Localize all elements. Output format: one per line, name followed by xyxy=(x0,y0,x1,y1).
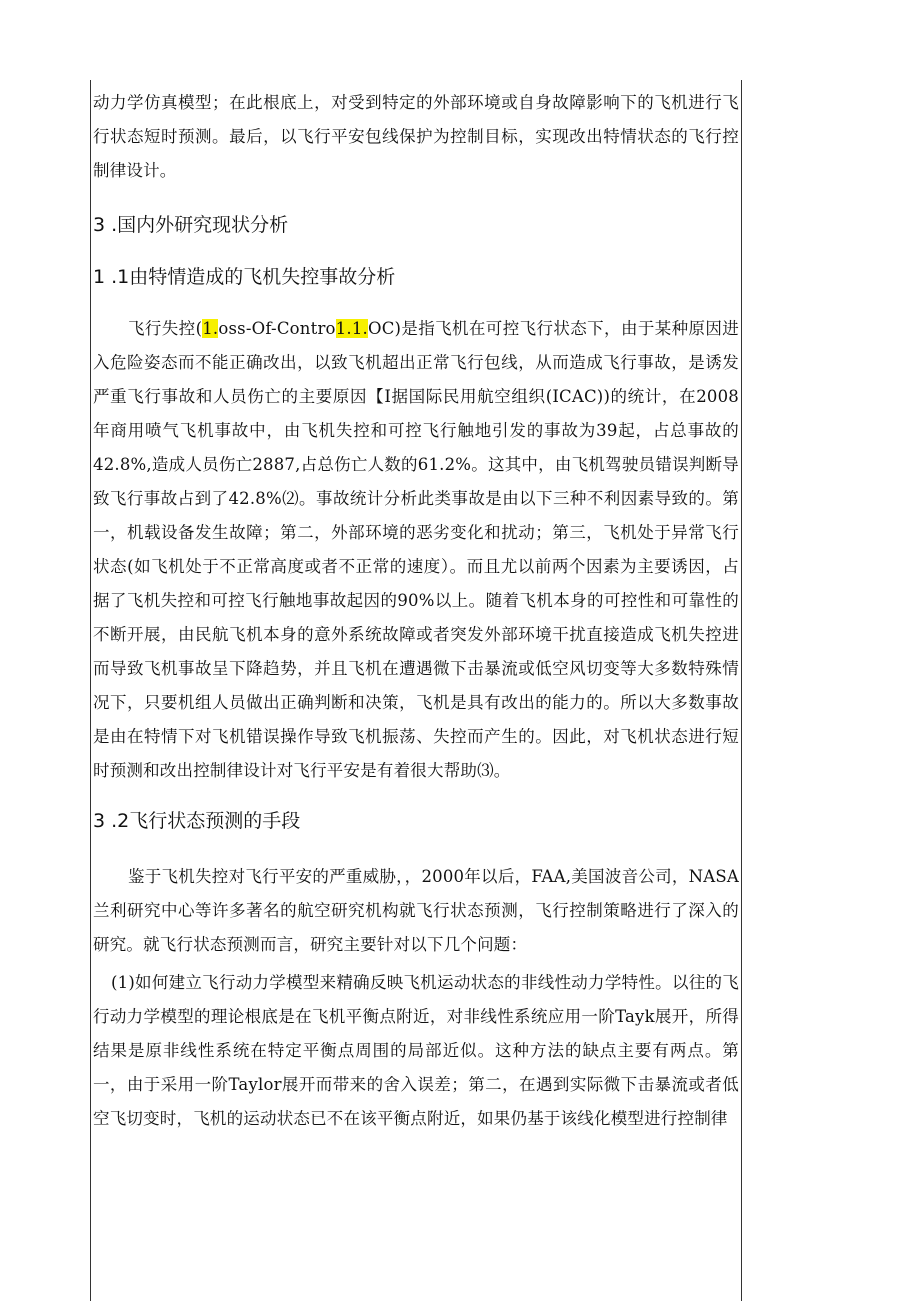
section-3-1-paragraph xyxy=(93,312,739,788)
highlight-mark: 1.1. xyxy=(335,319,368,338)
intro-paragraph: 动力学仿真模型；在此根底上，对受到特定的外部环境或自身故障影响下的飞机进行飞行状态短时预测。最后，以飞行平安包线保护为控制目标，实现改出特情状态的飞行控制律设计。 xyxy=(93,93,739,180)
document-body xyxy=(93,82,739,1136)
section-3-2-paragraph-2: (1)如何建立飞行动力学模型来精确反映飞机运动状态的非线性动力学特性。以往的飞行动力学模型的理论根底是在飞机平衡点附近，对非线性系统应用一阶Tayk展开，所得结果是原非线性系统在特定平衡点周围的局部近似。这种方法的缺点主要有两点。第一，由于采用一阶Taylor展开而带来的舍入误差；第二，在遇到实际微下击暴流或者低空飞切变时，飞机的运动状态已不在该平衡点附近，如果仍基于该线化模型进行控制律 xyxy=(93,973,739,1128)
section-3-1-heading: 1 .1由特情造成的飞机失控事故分析 xyxy=(93,266,396,288)
text-run: oss-Of-Contro xyxy=(218,319,336,338)
section-3-heading: 3 .国内外研究现状分析 xyxy=(93,214,289,236)
section-3-2-heading: 3 .2飞行状态预测的手段 xyxy=(93,810,301,832)
text-run: 飞行失控( xyxy=(128,319,203,338)
highlight-mark: 1. xyxy=(202,319,219,338)
section-3-2-paragraph-1: 鉴于飞机失控对飞行平安的严重威胁，，2000年以后，FAA,美国波音公司，NASA兰利研究中心等许多著名的航空研究机构就飞行状态预测，飞行控制策略进行了深入的研究。就飞行状态预测而言，研究主要针对以下几个问题： xyxy=(93,867,739,954)
text-run: OC)是指飞机在可控飞行状态下，由于某种原因进入危险姿态而不能正确改出，以致飞机超出正常飞行包线，从而造成飞行事故，是诱发严重飞行事故和人员伤亡的主要原因【I据国际民用航空组织(ICAC))的统计，在2008年商用喷气飞机事故中，由飞机失控和可控飞行触地引发的事故为39起，占总事故的42.8%,造成人员伤亡2887,占总伤亡人数的61.2%。这其中，由飞机驾驶员错误判断导致飞行事故占到了42.8%⑵。事故统计分析此类事故是由以下三种不利因素导致的。第一，机载设备发生故障；第二，外部环境的恶劣变化和扰动；第三，飞机处于异常飞行状态(如飞机处于不正常高度或者不正常的速度）。而且尤以前两个因素为主要诱因，占据了飞机失控和可控飞行触地事故起因的90%以上。随着飞机本身的可控性和可靠性的不断开展，由民航飞机本身的意外系统故障或者突发外部环境干扰直接造成飞机失控进而导致飞机事故呈下降趋势，并且飞机在遭遇微下击暴流或低空风切变等大多数特殊情况下，只要机组人员做出正确判断和决策，飞机是具有改出的能力的。所以大多数事故是由在特情下对飞机错误操作导致飞机振荡、失控而产生的。因此，对飞机状态进行短时预测和改出控制律设计对飞行平安是有着很大帮助⑶。 xyxy=(93,319,739,780)
